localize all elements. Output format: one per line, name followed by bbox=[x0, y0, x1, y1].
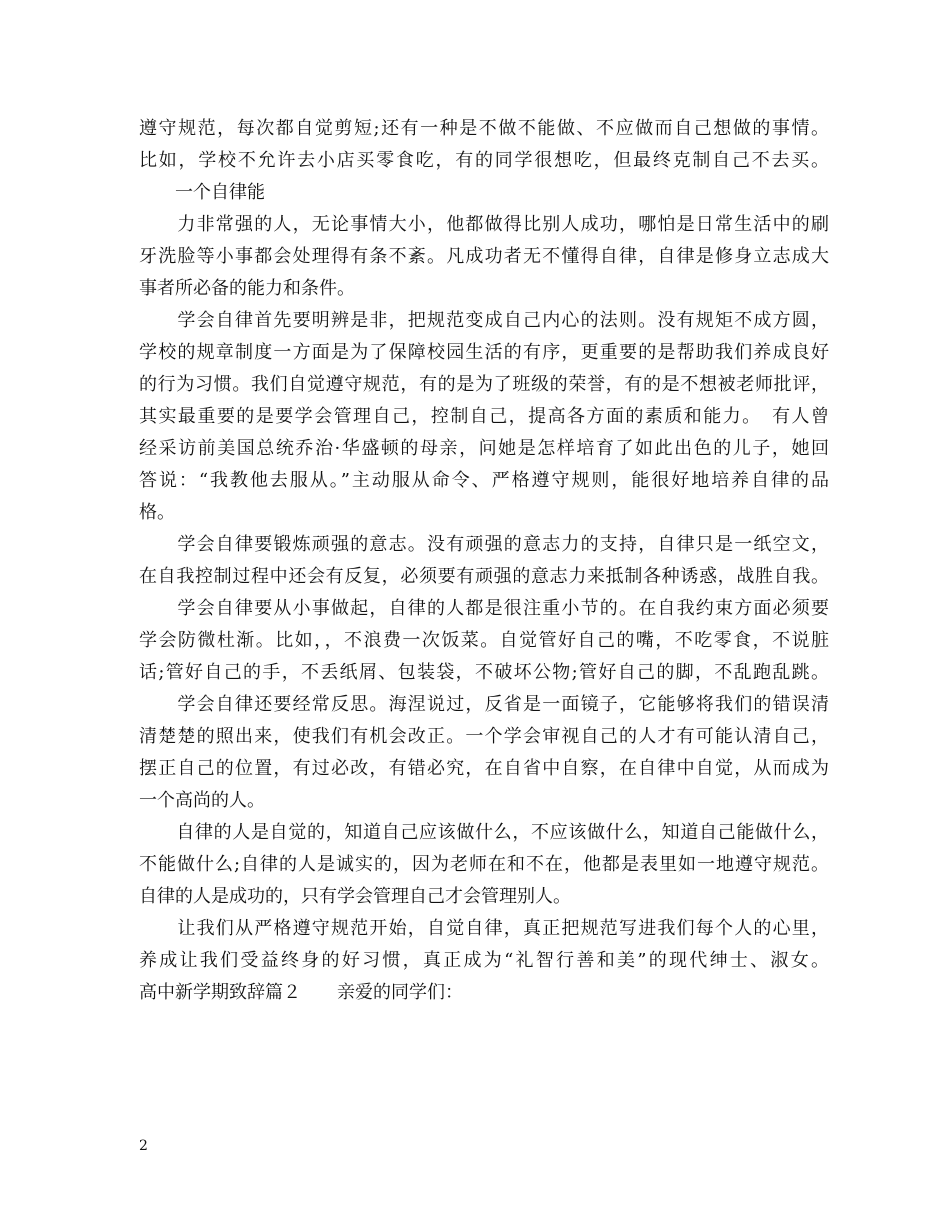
text-line: 其实最重要的是要学会管理自己，控制自己，提高各方面的素质和能力。 有人曾 bbox=[139, 406, 829, 427]
text-line: 事者所必备的能力和条件。 bbox=[139, 278, 355, 299]
text-line: 学校的规章制度一方面是为了保障校园生活的有序，更重要的是帮助我们养成良好 bbox=[139, 342, 829, 363]
text-line: 答说：“我教他去服从。”主动服从命令、严格遵守规则，能很好地培养自律的品 bbox=[139, 470, 829, 491]
text-line: 学会自律要锻炼顽强的意志。没有顽强的意志力的支持，自律只是一纸空文， bbox=[139, 534, 829, 555]
text-line: 让我们从严格遵守规范开始，自觉自律，真正把规范写进我们每个人的心里， bbox=[139, 918, 829, 939]
text-line: 经采访前美国总统乔治·华盛顿的母亲，问她是怎样培育了如此出色的儿子，她回 bbox=[139, 438, 829, 459]
text-line: 清楚楚的照出来，使我们有机会改正。一个学会审视自己的人才有可能认清自己， bbox=[139, 726, 829, 747]
text-line: 学会自律还要经常反思。海涅说过，反省是一面镜子，它能够将我们的错误清 bbox=[139, 694, 829, 715]
body-text bbox=[139, 113, 829, 1009]
text-line: 摆正自己的位置，有过必改，有错必究，在自省中自察，在自律中自觉，从而成为 bbox=[139, 758, 829, 779]
text-line: 一个自律能 bbox=[139, 182, 265, 203]
text-line: 学会防微杜渐。比如，，不浪费一次饭菜。自觉管好自己的嘴，不吃零食，不说脏 bbox=[139, 630, 829, 651]
text-line: 的行为习惯。我们自觉遵守规范，有的是为了班级的荣誉，有的是不想被老师批评， bbox=[139, 374, 829, 395]
text-line: 比如，学校不允许去小店买零食吃，有的同学很想吃，但最终克制自己不去买。 bbox=[139, 150, 829, 171]
text-line: 高中新学期致辞篇２ 亲爱的同学们： bbox=[139, 982, 463, 1003]
text-line: 不能做什么;自律的人是诚实的，因为老师在和不在，他都是表里如一地遵守规范。 bbox=[139, 854, 829, 875]
text-line: 自律的人是自觉的，知道自己应该做什么，不应该做什么，知道自己能做什么， bbox=[139, 822, 829, 843]
text-line: 力非常强的人，无论事情大小，他都做得比别人成功，哪怕是日常生活中的刷 bbox=[139, 214, 829, 235]
text-line: 自律的人是成功的，只有学会管理自己才会管理别人。 bbox=[139, 886, 571, 907]
text-line: 养成让我们受益终身的好习惯，真正成为“礼智行善和美”的现代绅士、淑女。 bbox=[139, 950, 829, 971]
text-line: 话;管好自己的手，不丢纸屑、包装袋，不破坏公物;管好自己的脚，不乱跑乱跳。 bbox=[139, 662, 829, 683]
text-line: 牙洗脸等小事都会处理得有条不紊。凡成功者无不懂得自律，自律是修身立志成大 bbox=[139, 246, 829, 267]
text-line: 学会自律首先要明辨是非，把规范变成自己内心的法则。没有规矩不成方圆， bbox=[139, 310, 829, 331]
text-line: 在自我控制过程中还会有反复，必须要有顽强的意志力来抵制各种诱惑，战胜自我。 bbox=[139, 566, 829, 587]
text-line: 学会自律要从小事做起，自律的人都是很注重小节的。在自我约束方面必须要 bbox=[139, 598, 829, 619]
text-line: 格。 bbox=[139, 502, 175, 523]
text-line: 一个高尚的人。 bbox=[139, 790, 265, 811]
text-line: 遵守规范，每次都自觉剪短;还有一种是不做不能做、不应做而自己想做的事情。 bbox=[139, 118, 829, 139]
page-number: 2 bbox=[139, 1138, 148, 1154]
